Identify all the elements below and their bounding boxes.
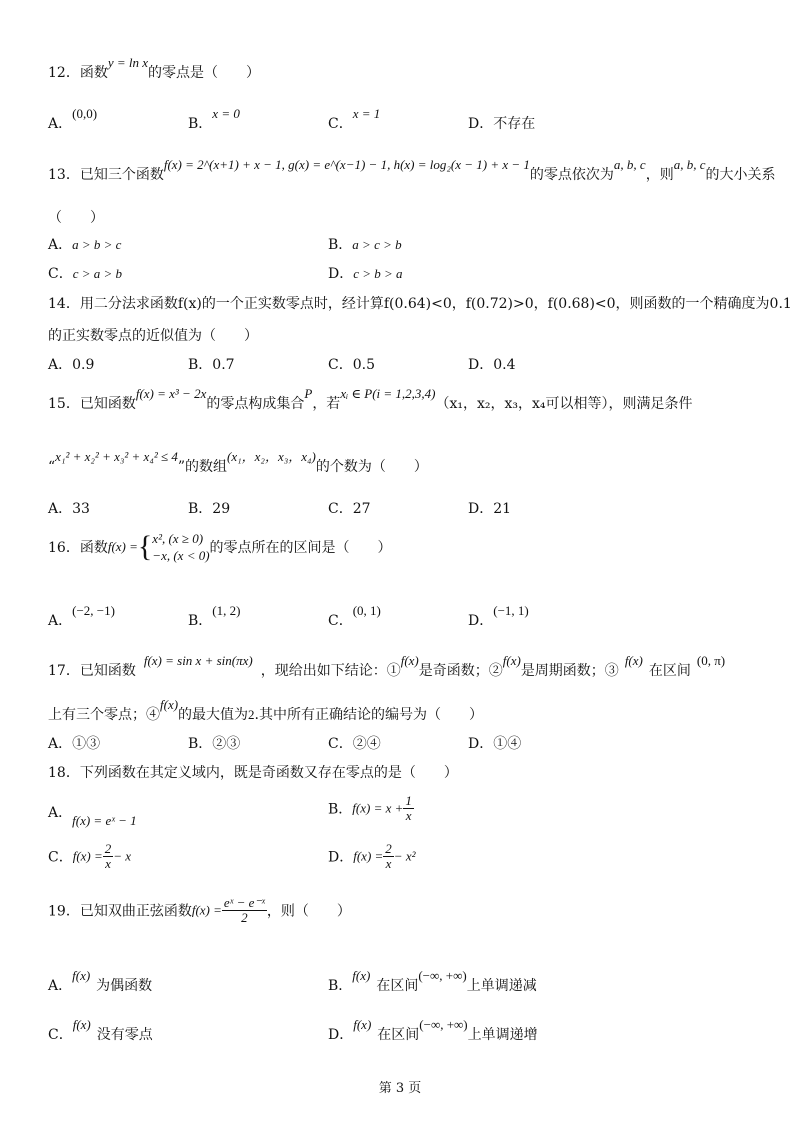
q12-option-a[interactable]: A．(0,0): [48, 106, 98, 132]
q19-stem: 19．已知双曲正弦函数f(x) = $\frac{\text{eˣ − e⁻ˣ}}{2}$ ，则（ ）: [48, 895, 351, 925]
q13-option-d[interactable]: D．c > b > a: [328, 266, 403, 282]
brace-symbol: {: [137, 530, 153, 563]
q16-option-a[interactable]: A．(−2, −1): [48, 603, 115, 629]
q14-option-d[interactable]: D．0.4: [468, 357, 516, 373]
q13-option-a[interactable]: A．a > b > c: [48, 237, 122, 253]
q17-stem: 17．已知函数f(x) = sin x + sin(πx)，现给出如下结论：①f(x)是奇函数；②f(x)是周期函数；③f(x)在区间(0, π): [48, 653, 726, 679]
q16-stem: 16．函数f(x) ={ x², (x ≥ 0) −x, (x < 0) 的零点所在的区间是（ ）: [48, 530, 392, 563]
q15-line2: “x₁² + x₂² + x₃² + x₄² ≤ 4”的数组(x₁，x₂，x₃，x₄)的个数为（ ）: [48, 449, 428, 475]
q19-option-d[interactable]: D．f(x)在区间(−∞, +∞)上单调递增: [328, 1017, 538, 1043]
q17-option-b[interactable]: B．②③: [188, 736, 241, 752]
q15-option-d[interactable]: D．21: [468, 501, 512, 517]
q16-option-c[interactable]: C．(0, 1): [328, 603, 381, 629]
page-number: 第 3 页: [378, 1081, 422, 1096]
q15-option-c[interactable]: C．27: [328, 501, 371, 517]
q14-line2: 的正实数零点的近似值为（ ）: [48, 328, 258, 344]
q16-option-b[interactable]: B．(1, 2): [188, 603, 241, 629]
q12-option-c[interactable]: C．x = 1: [328, 106, 381, 132]
q13-paren: （ ）: [48, 210, 104, 226]
q14-option-c[interactable]: C．0.5: [328, 357, 375, 373]
q15-option-a[interactable]: A．33: [48, 501, 90, 517]
q17-option-c[interactable]: C．②④: [328, 736, 381, 752]
q19-option-b[interactable]: B．f(x)在区间(−∞, +∞)上单调递减: [328, 968, 537, 994]
q13-formula: f(x) = 2^(x+1) + x − 1, g(x) = e^(x−1) − 1, h(x) = log₂(x − 1) + x − 1: [163, 157, 530, 172]
fraction: $\frac{1}{x}$: [405, 793, 412, 823]
q17-option-a[interactable]: A．①③: [48, 736, 101, 752]
q14-line1: 14．用二分法求函数f(x)的一个正实数零点时，经计算f(0.64)<0，f(0.72)>0，f(0.68)<0，则函数的一个精确度为0.1: [48, 296, 792, 312]
q13-stem: 13．已知三个函数f(x) = 2^(x+1) + x − 1, g(x) = e^(x−1) − 1, h(x) = log₂(x − 1) + x − 1的零点依次为a, b, c，则a, b, c的大小关系: [48, 157, 776, 183]
q12-formula: y = ln x: [107, 55, 149, 70]
q18-option-d[interactable]: D．f(x) = $\frac{2}{x}$ − x²: [328, 841, 416, 871]
q18-option-a[interactable]: A．f(x) = eˣ − 1: [48, 805, 137, 828]
q19-option-a[interactable]: A．f(x)为偶函数: [48, 968, 153, 994]
fraction: $\frac{2}{x}$: [104, 841, 112, 871]
q13-option-b[interactable]: B．a > c > b: [328, 237, 402, 253]
q14-option-b[interactable]: B．0.7: [188, 357, 235, 373]
fraction: $\frac{\text{eˣ − e⁻ˣ}}{2}$: [223, 895, 265, 925]
fraction: $\frac{2}{x}$: [385, 841, 392, 871]
q18-option-b[interactable]: B．f(x) = x + $\frac{1}{x}$: [328, 793, 412, 823]
q18-stem: 18．下列函数在其定义域内，既是奇函数又存在零点的是（ ）: [48, 765, 458, 781]
q12-option-b[interactable]: B．x = 0: [188, 106, 240, 132]
q18-option-c[interactable]: C．f(x) = $\frac{2}{x}$ − x: [48, 841, 132, 871]
q16-option-d[interactable]: D．(−1, 1): [468, 603, 529, 629]
q15-inequality: x₁² + x₂² + x₃² + x₄² ≤ 4: [55, 449, 178, 464]
q14-option-a[interactable]: A．0.9: [48, 357, 95, 373]
q15-stem: 15．已知函数f(x) = x³ − 2x的零点构成集合P，若xᵢ ∈ P(i = 1,2,3,4)（x₁，x₂，x₃，x₄可以相等），则满足条件: [48, 386, 693, 412]
q17-formula: f(x) = sin x + sin(πx): [143, 653, 253, 668]
q15-option-b[interactable]: B．29: [188, 501, 231, 517]
q19-option-c[interactable]: C．f(x)没有零点: [48, 1017, 153, 1043]
q15-formula: f(x) = x³ − 2x: [135, 386, 207, 401]
q12-option-d[interactable]: D．不存在: [468, 116, 536, 132]
q13-option-c[interactable]: C．c > a > b: [48, 266, 123, 282]
q16-cases: x², (x ≥ 0) −x, (x < 0): [152, 531, 210, 563]
q12-stem: 12．函数y = ln x的零点是（ ）: [48, 55, 261, 81]
q17-option-d[interactable]: D．①④: [468, 736, 522, 752]
q17-line2: 上有三个零点；④f(x)的最大值为2.其中所有正确结论的编号为（ ）: [48, 697, 483, 723]
